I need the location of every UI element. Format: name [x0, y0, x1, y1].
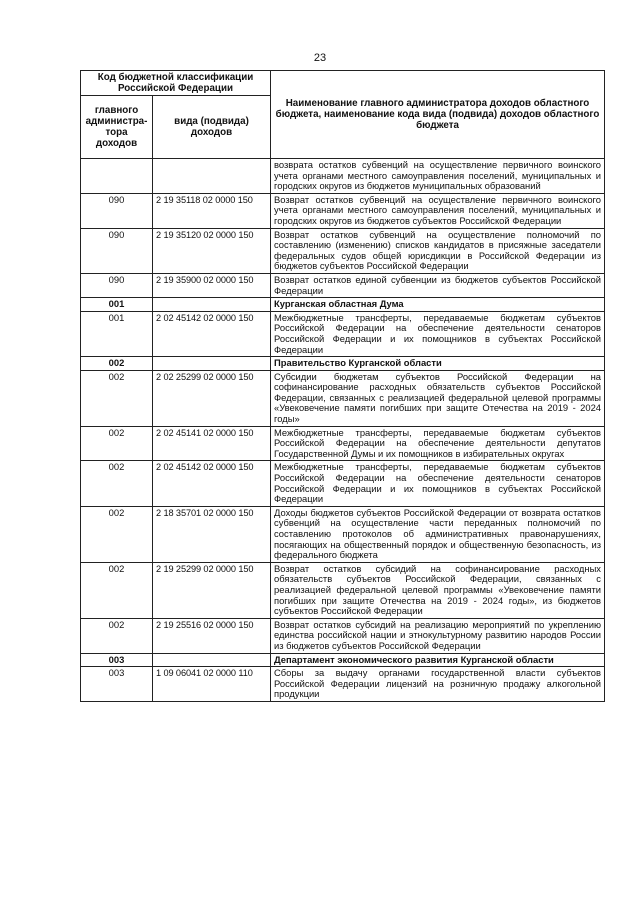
admin-code-cell: 090 [81, 273, 153, 297]
admin-code-cell [81, 159, 153, 194]
page-number: 23 [313, 52, 327, 64]
description-cell: возврата остатков субвенций на осуществление первичного воинского учета органами местного самоуправления поселений, муниципальных и городских округов из бюджетов муниципальных образований [271, 159, 605, 194]
description-cell: Возврат остатков субвенций на осуществление первичного воинского учета органами местного самоуправления поселений, муниципальных и городских округов из бюджетов субъектов Российской Федерации [271, 193, 605, 228]
table-row [81, 228, 605, 273]
table-body [81, 159, 605, 702]
income-code-cell: 2 19 25299 02 0000 150 [153, 562, 271, 618]
description-cell: Межбюджетные трансферты, передаваемые бюджетам субъектов Российской Федерации на обеспечение деятельности сенаторов Российской Федерации и их помощников в субъектах Российской Федерации [271, 461, 605, 506]
section-row [81, 357, 605, 371]
description-cell: Субсидии бюджетам субъектов Российской Федерации на софинансирование расходных обязательств субъектов Российской Федерации, связанных с реализацией федеральной целевой программы «Увековечение памяти погибших при защите Отечества на 2019 - 2024 годы» [271, 370, 605, 426]
description-cell: Межбюджетные трансферты, передаваемые бюджетам субъектов Российской Федерации на обеспечение деятельности депутатов Государственной Думы и их помощников в избирательных округах [271, 426, 605, 461]
table-row [81, 311, 605, 356]
income-code-cell [153, 159, 271, 194]
section-row [81, 298, 605, 312]
income-code-cell: 2 19 35900 02 0000 150 [153, 273, 271, 297]
admin-code-cell: 002 [81, 357, 153, 371]
description-cell: Возврат остатков субсидий на реализацию мероприятий по укреплению единства российской нации и этнокультурному развитию народов России из бюджетов субъектов Российской Федерации [271, 618, 605, 653]
table-row [81, 618, 605, 653]
income-code-cell: 2 02 45141 02 0000 150 [153, 426, 271, 461]
table-row [81, 426, 605, 461]
income-code-cell: 2 19 25516 02 0000 150 [153, 618, 271, 653]
income-code-cell: 2 02 45142 02 0000 150 [153, 311, 271, 356]
description-cell: Департамент экономического развития Курганской области [271, 653, 605, 667]
admin-code-cell: 001 [81, 298, 153, 312]
income-code-cell: 2 02 25299 02 0000 150 [153, 370, 271, 426]
income-code-cell: 2 02 45142 02 0000 150 [153, 461, 271, 506]
income-code-cell [153, 653, 271, 667]
header-classification-group: Код бюджетной классификации Российской Федерации [81, 71, 271, 96]
income-code-cell [153, 357, 271, 371]
description-cell: Сборы за выдачу органами государственной власти субъектов Российской Федерации лицензий на розничную продажу алкогольной продукции [271, 667, 605, 702]
admin-code-cell: 002 [81, 370, 153, 426]
section-row [81, 653, 605, 667]
description-cell: Доходы бюджетов субъектов Российской Федерации от возврата остатков субвенций на осуществление части переданных полномочий по составлению протоколов об административных правонарушениях, посягающих на общественный порядок и общественную безопасность, из федерального бюджета [271, 506, 605, 562]
income-code-cell [153, 298, 271, 312]
table-row [81, 370, 605, 426]
table-row [81, 193, 605, 228]
admin-code-cell: 003 [81, 667, 153, 702]
table-row [81, 562, 605, 618]
description-cell: Межбюджетные трансферты, передаваемые бюджетам субъектов Российской Федерации на обеспечение деятельности сенаторов Российской Федерации и их помощников в субъектах Российской Федерации [271, 311, 605, 356]
description-cell: Курганская областная Дума [271, 298, 605, 312]
admin-code-cell: 002 [81, 506, 153, 562]
table-row [81, 506, 605, 562]
income-code-cell: 2 19 35118 02 0000 150 [153, 193, 271, 228]
table-row [81, 273, 605, 297]
header-code: вида (подвида) доходов [153, 96, 271, 159]
income-code-cell: 1 09 06041 02 0000 110 [153, 667, 271, 702]
description-cell: Возврат остатков субсидий на софинансирование расходных обязательств субъектов Российской Федерации, связанных с реализацией федеральной целевой программы «Увековечение памяти погибших при защите Отечества на 2019 - 2024 годы», из бюджетов субъектов Российской Федерации [271, 562, 605, 618]
admin-code-cell: 002 [81, 461, 153, 506]
admin-code-cell: 090 [81, 228, 153, 273]
table-row [81, 461, 605, 506]
header-name: Наименование главного администратора доходов областного бюджета, наименование кода вида (подвида) доходов областного бюджета [271, 71, 605, 159]
admin-code-cell: 002 [81, 426, 153, 461]
table-row [81, 159, 605, 194]
admin-code-cell: 003 [81, 653, 153, 667]
description-cell: Возврат остатков субвенций на осуществление полномочий по составлению (изменению) списков кандидатов в присяжные заседатели федеральных судов общей юрисдикции в Российской Федерации из бюджетов субъектов Российской Федерации [271, 228, 605, 273]
income-code-cell: 2 18 35701 02 0000 150 [153, 506, 271, 562]
budget-classification-table [80, 70, 605, 702]
admin-code-cell: 002 [81, 618, 153, 653]
admin-code-cell: 001 [81, 311, 153, 356]
admin-code-cell: 090 [81, 193, 153, 228]
admin-code-cell: 002 [81, 562, 153, 618]
header-admin: главного администра- тора доходов [81, 96, 153, 159]
description-cell: Возврат остатков единой субвенции из бюджетов субъектов Российской Федерации [271, 273, 605, 297]
table-row [81, 667, 605, 702]
description-cell: Правительство Курганской области [271, 357, 605, 371]
income-code-cell: 2 19 35120 02 0000 150 [153, 228, 271, 273]
